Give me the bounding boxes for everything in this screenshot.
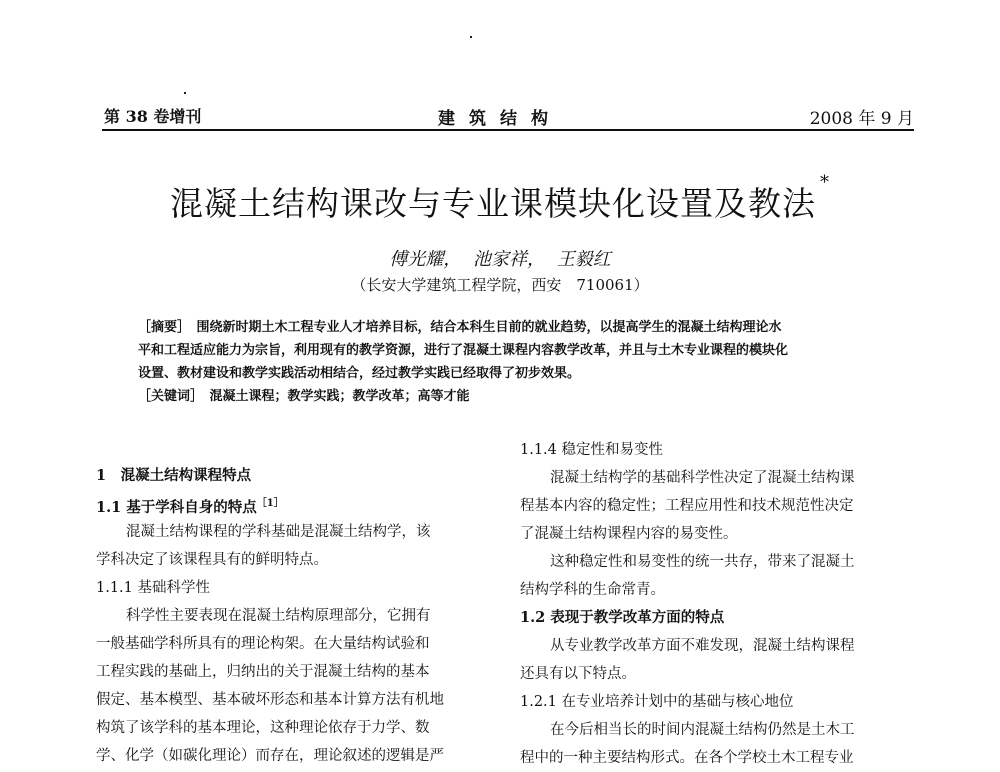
paragraph-line: 构筑了该学科的基本理论，这种理论依存于力学、数 xyxy=(96,720,430,736)
subsubsection-heading: 1.1.4 稳定性和易变性 xyxy=(520,442,664,458)
running-head-journal: 建筑结构 xyxy=(438,109,562,129)
abstract-line: ［摘要］ 围绕新时期土木工程专业人才培养目标，结合本科生目前的就业趋势，以提高学生的混凝土结构理论水 xyxy=(138,320,782,335)
author-list: 傅光耀， 池家祥， 王毅红 xyxy=(389,249,611,270)
paragraph-line: 还具有以下特点。 xyxy=(520,666,636,682)
paragraph-line: 这种稳定性和易变性的统一共存，带来了混凝土 xyxy=(550,554,855,570)
paragraph-line: 在今后相当长的时间内混凝土结构仍然是土木工 xyxy=(550,722,855,738)
subsection-heading: 1.1 基于学科自身的特点$^{[1]}$ xyxy=(96,498,284,516)
paragraph-line: 一般基础学科所具有的理论构架。在大量结构试验和 xyxy=(96,636,430,652)
abstract-label: ［摘要］ xyxy=(138,320,184,335)
paragraph-line: 了混凝土结构课程内容的易变性。 xyxy=(520,526,738,542)
paragraph-line: 结构学科的生命常青。 xyxy=(520,582,665,598)
running-head-date: 2008 年 9 月 xyxy=(809,109,914,129)
paragraph-line: 程中的一种主要结构形式。在各个学校土木工程专业 xyxy=(520,750,854,766)
paragraph-line: 混凝土结构课程的学科基础是混凝土结构学，该 xyxy=(126,524,431,540)
keywords-line xyxy=(138,385,898,408)
subsection-heading: 1.2 表现于教学改革方面的特点 xyxy=(520,609,725,626)
scan-speck xyxy=(470,36,472,38)
affiliation: （长安大学建筑工程学院，西安 710061） xyxy=(351,276,649,294)
running-head-volume: 第 38 卷增刊 xyxy=(104,107,202,126)
paragraph-line: 学、化学（如碳化理论）而存在，理论叙述的逻辑是严 xyxy=(96,748,444,764)
title-text: 混凝土结构课改与专业课模块化设置及教法 xyxy=(170,184,816,223)
paragraph-line: 科学性主要表现在混凝土结构原理部分，它拥有 xyxy=(126,608,431,624)
paragraph-line: 假定、基本模型、基本破坏形态和基本计算方法有机地 xyxy=(96,692,444,708)
paragraph-line: 工程实践的基础上，归纳出的关于混凝土结构的基本 xyxy=(96,664,430,680)
subsubsection-heading: 1.2.1 在专业培养计划中的基础与核心地位 xyxy=(520,694,794,710)
paper-title xyxy=(0,172,1000,225)
abstract-line: 平和工程适应能力为宗旨，利用现有的教学资源，进行了混凝土课程内容教学改革，并且与土木专业课程的模块化 xyxy=(138,343,789,358)
header-rule xyxy=(102,129,914,131)
paragraph-line: 学科决定了该课程具有的鲜明特点。 xyxy=(96,552,328,568)
abstract-line: 设置、教材建设和教学实践活动相结合，经过教学实践已经取得了初步效果。 xyxy=(138,366,581,381)
paragraph-line: 程基本内容的稳定性；工程应用性和技术规范性决定 xyxy=(520,498,854,514)
keywords-label: ［关键词］ xyxy=(138,389,197,404)
title-footnote-mark: * xyxy=(820,172,830,193)
paragraph-line: 混凝土结构学的基础科学性决定了混凝土结构课 xyxy=(550,470,855,486)
section-heading: 1 混凝土结构课程特点 xyxy=(96,467,252,484)
abstract xyxy=(138,316,898,408)
paragraph-line: 从专业教学改革方面不难发现，混凝土结构课程 xyxy=(550,638,855,654)
left-column xyxy=(96,462,492,770)
scan-speck xyxy=(184,92,186,94)
citation-ref: ［1］ xyxy=(256,498,284,509)
right-column xyxy=(520,436,916,772)
subsubsection-heading: 1.1.1 基础科学性 xyxy=(96,580,211,596)
keywords: 混凝土课程；教学实践；教学改革；高等才能 xyxy=(209,389,470,404)
